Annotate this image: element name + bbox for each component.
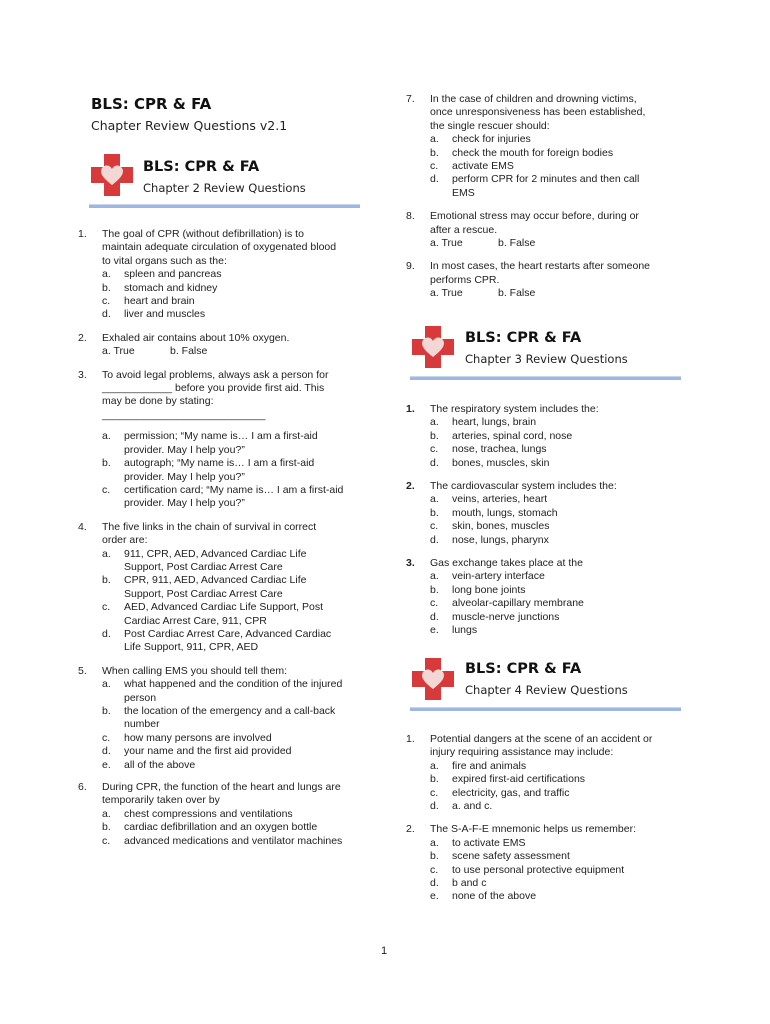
- question-text: To avoid legal problems, always ask a person for: [102, 368, 329, 381]
- question-text: ____________________________: [102, 408, 266, 421]
- answer-option: [406, 493, 686, 506]
- question-text: In the case of children and drowning victims,: [430, 93, 637, 105]
- answer-option: [406, 147, 686, 160]
- question-number: 4.: [78, 520, 87, 533]
- option-text: stomach and kidney: [124, 281, 218, 294]
- question-text: The cardiovascular system includes the:: [430, 480, 617, 493]
- option-text: activate EMS: [452, 160, 514, 173]
- question-row: [406, 746, 686, 759]
- question-row: [406, 557, 686, 570]
- option-text: permission; “My name is… I am a first-aid: [124, 430, 318, 443]
- option-letter: b.: [102, 457, 111, 470]
- option-letter: [102, 497, 124, 510]
- answer-option: [406, 800, 686, 813]
- option-text: cardiac defibrillation and an oxygen bottle: [124, 821, 318, 834]
- option-text: Cardiac Arrest Care, 911, CPR: [124, 614, 267, 627]
- option-text: chest compressions and ventilations: [124, 807, 293, 820]
- option-text: check the mouth for foreign bodies: [452, 146, 614, 159]
- answer-option: [406, 507, 686, 520]
- option-letter: a.: [430, 759, 439, 772]
- question-text: During CPR, the function of the heart and lungs are: [102, 781, 341, 794]
- question-row: [406, 224, 686, 237]
- question-number: [78, 241, 102, 254]
- option-text: advanced medications and ventilator machines: [124, 834, 343, 847]
- option-letter: [102, 588, 124, 601]
- answer-option: [78, 457, 378, 470]
- option-letter: a.: [102, 678, 111, 691]
- option-true: a. True: [430, 237, 463, 250]
- option-text: a. and c.: [452, 800, 493, 813]
- answer-option: [406, 787, 686, 800]
- question: [78, 332, 378, 359]
- option-letter: a.: [430, 493, 439, 506]
- option-letter: b.: [102, 821, 111, 834]
- option-text: provider. May I help you?”: [124, 497, 245, 510]
- question-number: 2.: [406, 823, 415, 836]
- question-row: [406, 403, 686, 416]
- question-text: order are:: [102, 534, 148, 547]
- option-letter: a.: [430, 416, 439, 429]
- option-letter: a.: [430, 570, 439, 583]
- option-letter: d.: [430, 610, 439, 623]
- question: [78, 369, 378, 511]
- chapter-subtitle: Chapter 2 Review Questions: [143, 181, 306, 195]
- option-text: AED, Advanced Cardiac Life Support, Post: [124, 601, 324, 614]
- option-letter: b.: [430, 146, 439, 159]
- answer-option: [406, 877, 686, 890]
- option-letter: d.: [430, 800, 439, 813]
- question-number: [78, 794, 102, 807]
- question-list-chapter-2: [78, 228, 378, 848]
- chapter-title: BLS: CPR & FA: [465, 661, 582, 677]
- option-text: nose, trachea, lungs: [452, 443, 547, 456]
- question-text: Potential dangers at the scene of an accident or: [430, 733, 653, 745]
- option-text: to use personal protective equipment: [452, 863, 625, 876]
- question-number: [78, 534, 102, 547]
- option-letter: c.: [102, 731, 111, 744]
- question-row: [78, 781, 378, 794]
- option-letter: b.: [102, 705, 111, 717]
- option-letter: b.: [430, 506, 439, 519]
- question-number: [406, 120, 430, 133]
- section-divider: [410, 376, 681, 380]
- question-row: [406, 733, 686, 746]
- option-text: long bone joints: [452, 583, 526, 596]
- option-text: Support, Post Cardiac Arrest Care: [124, 587, 283, 600]
- option-letter: a.: [102, 547, 111, 560]
- true-false-options: [406, 287, 686, 300]
- question-number: 9.: [406, 260, 415, 273]
- option-text: your name and the first aid provided: [124, 745, 292, 758]
- option-letter: d.: [430, 173, 439, 186]
- question-row: [78, 382, 378, 395]
- option-letter: b.: [430, 773, 439, 786]
- option-letter: c.: [430, 160, 439, 173]
- option-text: what happened and the condition of the injured: [124, 678, 343, 691]
- option-letter: c.: [102, 834, 111, 847]
- section-divider: [410, 707, 681, 711]
- question: [406, 557, 686, 637]
- option-text: scene safety assessment: [452, 850, 570, 863]
- option-text: fire and animals: [452, 759, 527, 772]
- option-text: expired first-aid certifications: [452, 773, 586, 786]
- option-letter: c.: [430, 443, 439, 456]
- question: [78, 228, 378, 322]
- option-text: EMS: [452, 186, 475, 199]
- option-letter: b.: [430, 583, 439, 596]
- option-text: 911, CPR, AED, Advanced Cardiac Life: [124, 547, 307, 560]
- question-text: maintain adequate circulation of oxygenated blood: [102, 241, 337, 254]
- document-title: BLS: CPR & FA: [91, 95, 212, 113]
- question-number: 1.: [78, 228, 87, 240]
- answer-option: [406, 187, 686, 200]
- question-number: 8.: [406, 210, 415, 223]
- answer-option: [406, 850, 686, 863]
- answer-option: [406, 173, 686, 186]
- answer-option: [78, 588, 378, 601]
- red-cross-heart-icon: [89, 152, 135, 198]
- option-letter: b.: [430, 850, 439, 863]
- question: [406, 733, 686, 813]
- question-group: [406, 403, 686, 638]
- question-number: 1.: [406, 733, 415, 745]
- option-letter: c.: [102, 483, 111, 496]
- question-row: [406, 106, 686, 119]
- option-text: arteries, spinal cord, nose: [452, 429, 573, 442]
- option-text: bones, muscles, skin: [452, 456, 550, 469]
- option-letter: e.: [102, 758, 111, 771]
- option-letter: [102, 561, 124, 574]
- true-false-options: [406, 237, 686, 250]
- option-letter: c.: [102, 601, 111, 614]
- question-text: the single rescuer should:: [430, 119, 550, 132]
- question-number: [406, 274, 430, 287]
- question-number: 3.: [406, 557, 415, 570]
- question-row: [78, 241, 378, 254]
- question-text: The respiratory system includes the:: [430, 403, 599, 415]
- answer-option: [78, 759, 378, 772]
- option-letter: [102, 718, 124, 731]
- option-text: perform CPR for 2 minutes and then call: [452, 173, 640, 186]
- answer-option: [78, 808, 378, 821]
- option-false: b. False: [498, 287, 536, 300]
- answer-option: [78, 678, 378, 691]
- question-row: [78, 369, 378, 382]
- answer-option: [406, 890, 686, 903]
- question-row: [78, 395, 378, 408]
- option-text: spleen and pancreas: [124, 268, 222, 281]
- question: [78, 521, 378, 655]
- question-row: [406, 120, 686, 133]
- answer-option: [78, 444, 378, 457]
- option-letter: b.: [102, 281, 111, 294]
- option-text: check for injuries: [452, 133, 531, 146]
- option-text: liver and muscles: [124, 308, 206, 321]
- option-text: how many persons are involved: [124, 731, 272, 744]
- question-list-chapter-3: [406, 403, 686, 638]
- option-letter: d.: [430, 877, 439, 890]
- question-text: The S-A-F-E mnemonic helps us remember:: [430, 823, 636, 836]
- option-letter: [102, 444, 124, 457]
- question-text: Gas exchange takes place at the: [430, 557, 583, 570]
- page-number: 1: [381, 945, 388, 957]
- answer-option: [78, 308, 378, 321]
- option-letter: d.: [102, 627, 111, 640]
- question-number: 7.: [406, 93, 415, 105]
- question-number: [406, 746, 430, 759]
- option-letter: [430, 187, 452, 200]
- question-row: [78, 332, 378, 345]
- option-text: the location of the emergency and a call-back: [124, 705, 336, 717]
- option-true: a. True: [430, 287, 463, 300]
- option-letter: c.: [430, 597, 439, 610]
- answer-option: [78, 718, 378, 731]
- option-letter: c.: [430, 786, 439, 799]
- option-text: heart and brain: [124, 295, 195, 308]
- question-row: [78, 228, 378, 241]
- question-number: 2.: [406, 480, 415, 493]
- option-letter: [102, 615, 124, 628]
- option-text: none of the above: [452, 890, 537, 903]
- option-letter: a.: [430, 133, 439, 146]
- option-text: autograph; “My name is… I am a first-aid: [124, 457, 315, 470]
- section-divider: [89, 204, 360, 208]
- answer-option: [78, 835, 378, 848]
- option-letter: c.: [102, 295, 111, 308]
- option-letter: e.: [430, 624, 439, 637]
- option-letter: d.: [430, 456, 439, 469]
- question-text: temporarily taken over by: [102, 794, 220, 807]
- question-number: [78, 395, 102, 408]
- answer-option: [78, 295, 378, 308]
- question-text: Emotional stress may occur before, during or: [430, 210, 639, 223]
- red-cross-heart-icon: [410, 324, 456, 370]
- question-text: performs CPR.: [430, 273, 500, 286]
- question-number: [406, 106, 430, 119]
- document-subtitle: Chapter Review Questions v2.1: [91, 118, 288, 133]
- option-letter: [102, 471, 124, 484]
- question-row: [78, 521, 378, 534]
- answer-option: [78, 692, 378, 705]
- question-row: [406, 480, 686, 493]
- chapter-title: BLS: CPR & FA: [465, 330, 582, 346]
- option-text: CPR, 911, AED, Advanced Cardiac Life: [124, 574, 307, 587]
- question-number: 2.: [78, 331, 87, 344]
- answer-option: [406, 864, 686, 877]
- answer-option: [78, 430, 378, 443]
- answer-option: [78, 561, 378, 574]
- option-text: Post Cardiac Arrest Care, Advanced Cardiac: [124, 627, 332, 640]
- option-text: provider. May I help you?”: [124, 470, 245, 483]
- option-text: to activate EMS: [452, 836, 526, 849]
- question: [406, 480, 686, 547]
- option-letter: a.: [102, 430, 111, 443]
- option-text: heart, lungs, brain: [452, 416, 537, 429]
- answer-option: [406, 457, 686, 470]
- chapter-subtitle: Chapter 3 Review Questions: [465, 352, 628, 366]
- option-text: vein-artery interface: [452, 570, 545, 583]
- answer-option: [406, 416, 686, 429]
- question-number: [78, 382, 102, 395]
- question-row: [406, 93, 686, 106]
- question-row: [406, 260, 686, 273]
- question-row: [78, 255, 378, 268]
- chapter-title: BLS: CPR & FA: [143, 159, 260, 175]
- option-text: number: [124, 718, 160, 731]
- option-text: mouth, lungs, stomach: [452, 506, 558, 519]
- question-number: 6.: [78, 781, 87, 794]
- answer-option: [78, 282, 378, 295]
- answer-option: [78, 745, 378, 758]
- option-letter: b.: [102, 574, 111, 587]
- answer-option: [78, 484, 378, 497]
- answer-option: [406, 624, 686, 637]
- question-row: [406, 823, 686, 836]
- option-text: electricity, gas, and traffic: [452, 786, 570, 799]
- option-false: b. False: [498, 237, 536, 250]
- option-letter: [102, 641, 124, 654]
- question-text: after a rescue.: [430, 223, 498, 236]
- question-text: once unresponsiveness has been established,: [430, 106, 646, 119]
- chapter-subtitle: Chapter 4 Review Questions: [465, 683, 628, 697]
- answer-option: [78, 471, 378, 484]
- option-letter: b.: [430, 429, 439, 442]
- option-letter: a.: [430, 836, 439, 849]
- question-row: [78, 794, 378, 807]
- question-row: [78, 409, 378, 422]
- option-text: Support, Post Cardiac Arrest Care: [124, 560, 283, 573]
- option-text: b and c: [452, 877, 487, 890]
- question-text: to vital organs such as the:: [102, 254, 227, 267]
- question-text: When calling EMS you should tell them:: [102, 664, 288, 677]
- question-number: [78, 409, 102, 422]
- question-row: [406, 274, 686, 287]
- answer-option: [406, 443, 686, 456]
- answer-option: [78, 548, 378, 561]
- answer-option: [406, 611, 686, 624]
- answer-option: [78, 821, 378, 834]
- question-text: The goal of CPR (without defibrillation) is to: [102, 228, 304, 240]
- answer-option: [78, 601, 378, 614]
- option-letter: d.: [430, 533, 439, 546]
- question-list-chapter-4: [406, 733, 686, 904]
- question-group: [78, 228, 378, 848]
- question-number: 5.: [78, 664, 87, 677]
- answer-option: [406, 160, 686, 173]
- question-number: 1.: [406, 403, 415, 415]
- question: [78, 665, 378, 772]
- answer-option: [406, 520, 686, 533]
- answer-option: [406, 760, 686, 773]
- answer-option: [78, 574, 378, 587]
- question: [406, 260, 686, 300]
- answer-option: [78, 732, 378, 745]
- option-true: a. True: [102, 345, 135, 358]
- question-text: In most cases, the heart restarts after someone: [430, 260, 651, 273]
- question-row: [78, 534, 378, 547]
- question-text: may be done by stating:: [102, 395, 214, 408]
- option-letter: a.: [102, 268, 111, 281]
- answer-option: [406, 597, 686, 610]
- question: [406, 210, 686, 250]
- answer-option: [78, 615, 378, 628]
- question-number: [78, 255, 102, 268]
- option-text: veins, arteries, heart: [452, 493, 548, 506]
- question-row: [78, 665, 378, 678]
- option-text: certification card; “My name is… I am a first-aid: [124, 483, 344, 496]
- option-false: b. False: [170, 345, 208, 358]
- question-number: [406, 224, 430, 237]
- option-letter: a.: [102, 807, 111, 820]
- option-text: nose, lungs, pharynx: [452, 533, 549, 546]
- question-text: ____________ before you provide first aid. This: [102, 382, 325, 395]
- answer-option: [406, 133, 686, 146]
- question: [78, 781, 378, 848]
- question-text: injury requiring assistance may include:: [430, 746, 614, 759]
- option-text: muscle-nerve junctions: [452, 610, 560, 623]
- answer-option: [78, 497, 378, 510]
- option-text: provider. May I help you?”: [124, 443, 245, 456]
- option-text: alveolar-capillary membrane: [452, 597, 584, 610]
- option-letter: c.: [430, 520, 439, 533]
- question-text: Exhaled air contains about 10% oxygen.: [102, 331, 290, 344]
- question-number: 3.: [78, 368, 87, 381]
- option-letter: [102, 692, 124, 705]
- option-text: all of the above: [124, 758, 196, 771]
- question-group: [406, 733, 686, 904]
- question: [406, 403, 686, 470]
- answer-option: [78, 705, 378, 718]
- option-letter: d.: [102, 308, 111, 321]
- answer-option: [406, 570, 686, 583]
- answer-option: [78, 268, 378, 281]
- question: [406, 823, 686, 903]
- answer-option: [406, 837, 686, 850]
- answer-option: [78, 628, 378, 641]
- red-cross-heart-icon: [410, 656, 456, 702]
- answer-option: [406, 773, 686, 786]
- option-text: skin, bones, muscles: [452, 520, 550, 533]
- option-text: person: [124, 691, 157, 704]
- question: [406, 93, 686, 200]
- question-group: [406, 93, 686, 301]
- answer-option: [406, 430, 686, 443]
- question-text: The five links in the chain of survival in correct: [102, 520, 317, 533]
- option-letter: e.: [430, 890, 439, 903]
- option-letter: c.: [430, 863, 439, 876]
- answer-option: [406, 584, 686, 597]
- answer-option: [78, 641, 378, 654]
- question-list-chapter-2-continued: [406, 93, 686, 301]
- true-false-options: [78, 345, 378, 358]
- option-letter: d.: [102, 745, 111, 758]
- option-text: Life Support, 911, CPR, AED: [124, 641, 259, 654]
- option-text: lungs: [452, 624, 478, 637]
- question-row: [406, 210, 686, 223]
- answer-option: [406, 534, 686, 547]
